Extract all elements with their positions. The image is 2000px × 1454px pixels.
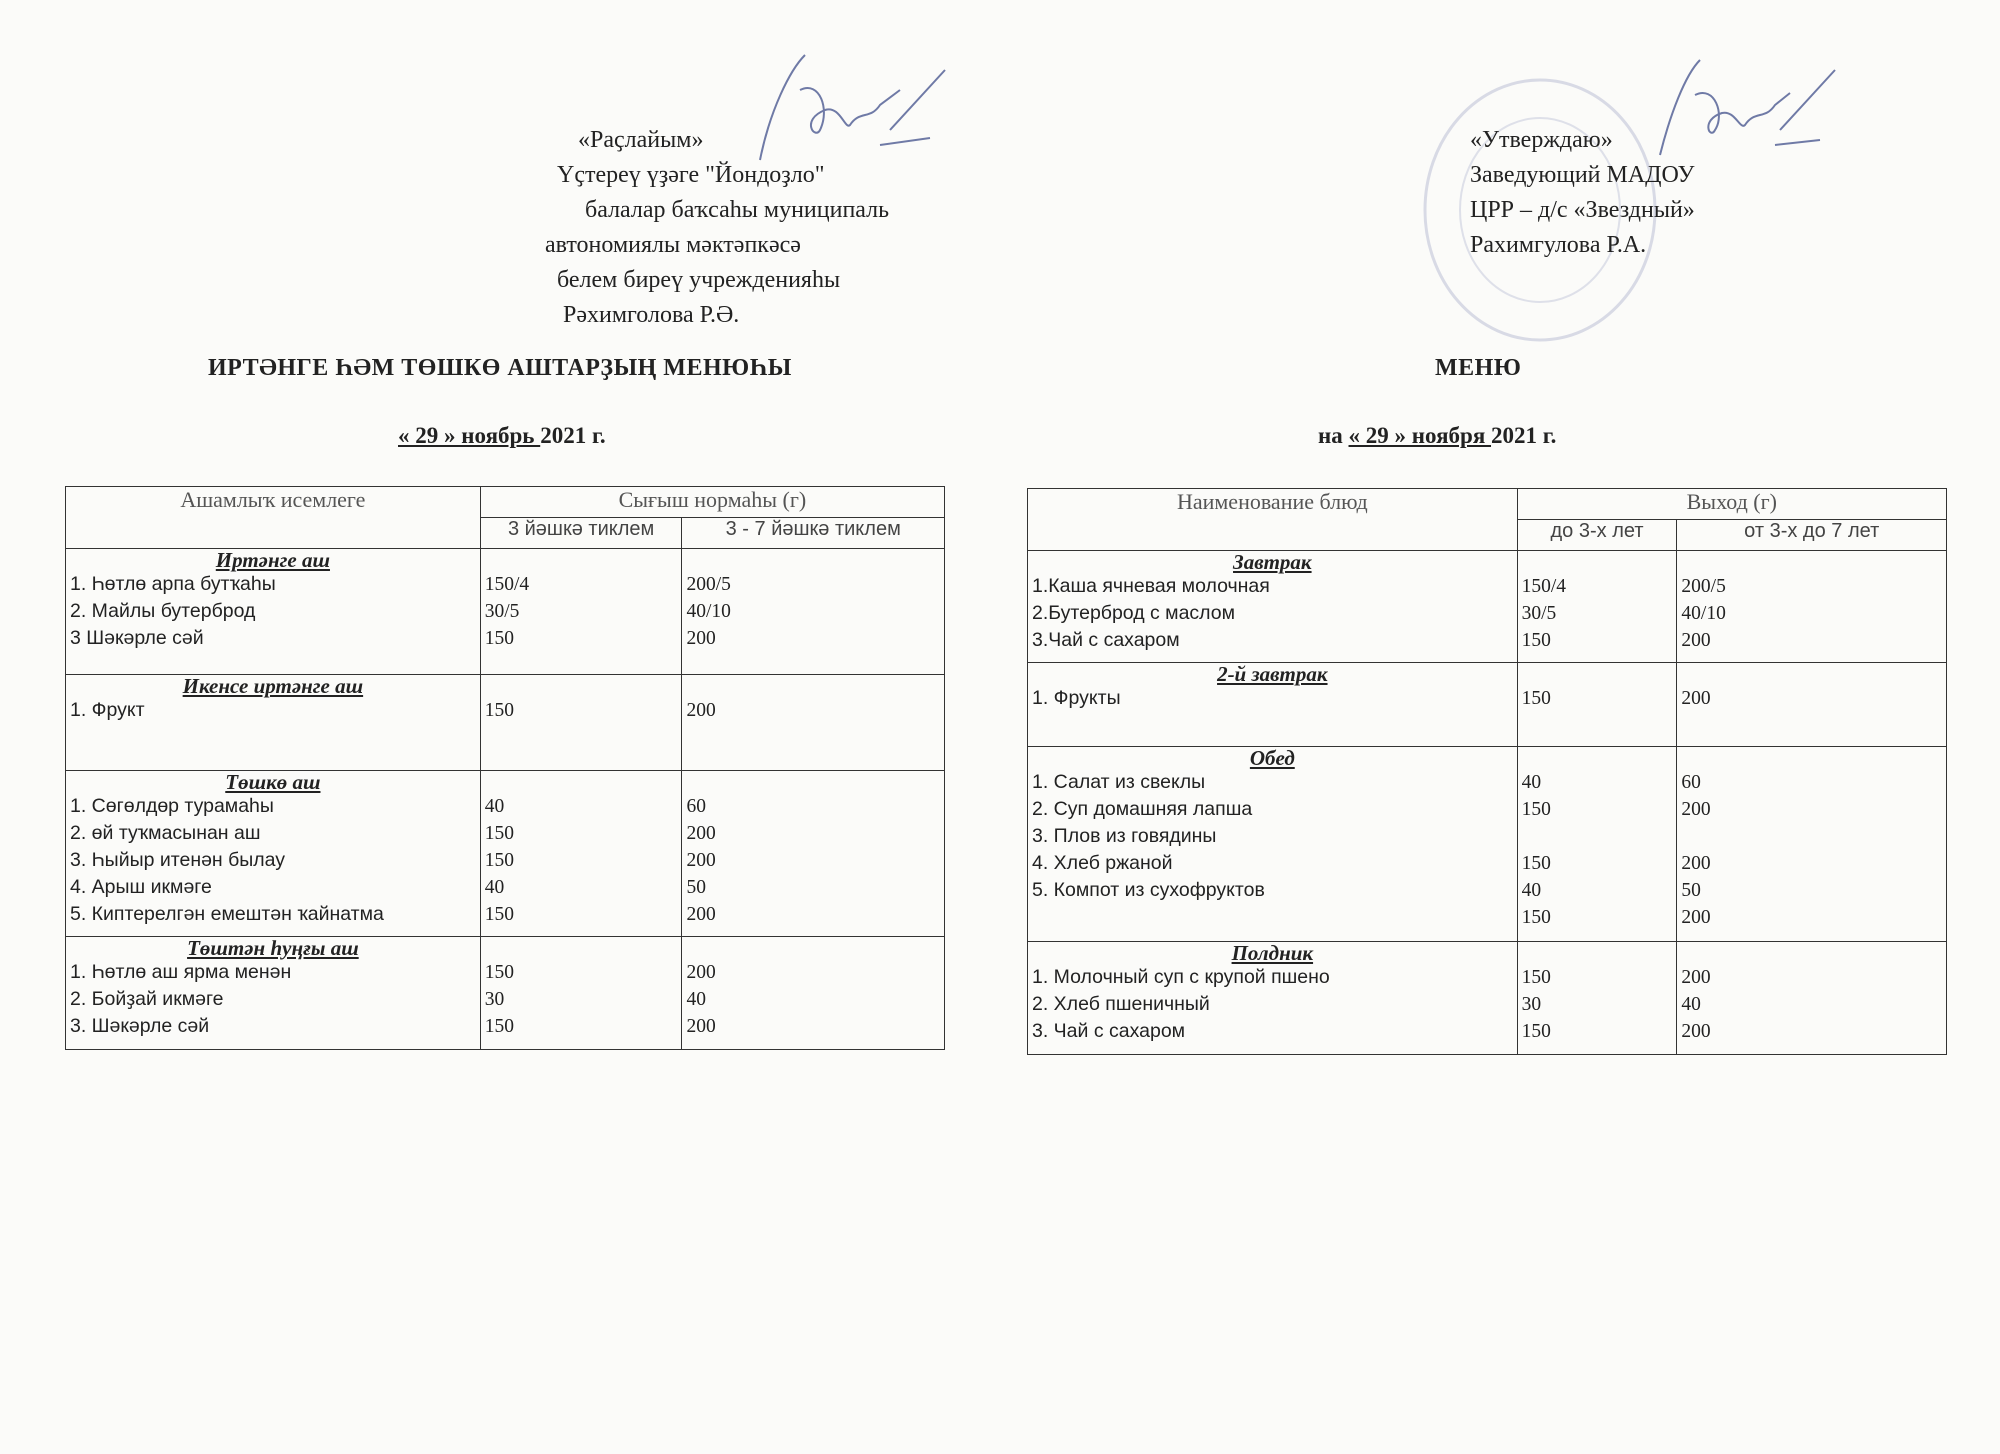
value-cell — [480, 549, 682, 675]
value: 150 — [1521, 907, 1551, 928]
meal-cell — [1028, 747, 1518, 942]
value-cell — [1677, 942, 1947, 1055]
column-header-age1: 3 йәшкә тиклем — [480, 518, 682, 549]
value-cell — [682, 771, 945, 937]
value: 150 — [1521, 799, 1551, 820]
value: 200 — [1681, 967, 1711, 988]
menu-table — [65, 486, 945, 1050]
value: 50 — [686, 877, 706, 898]
value: 40 — [1681, 994, 1701, 1015]
value: 40 — [1521, 772, 1542, 793]
column-header-dish: Наименование блюд — [1028, 489, 1518, 551]
left-menu-panel — [0, 0, 1000, 1100]
value: 40/10 — [1681, 603, 1726, 624]
column-header-age1: до 3-х лет — [1517, 520, 1677, 551]
table-row — [1028, 747, 1947, 942]
value: 40 — [1521, 880, 1542, 901]
table-row — [66, 675, 945, 771]
meal-title: 2-й завтрак — [1217, 662, 1328, 686]
column-header-dish: Ашамлыҡ исемлеге — [66, 487, 481, 549]
value-cell — [480, 675, 682, 771]
date-prefix: на — [1318, 423, 1349, 448]
date-year: 2021 г. — [540, 423, 606, 448]
value: 150 — [1521, 688, 1551, 709]
value: 150 — [484, 904, 515, 925]
dish-item: 2. Бойҙай икмәге — [70, 988, 224, 1010]
approval-block — [545, 123, 975, 333]
approval-line: автономиялы мәктәпкәсә — [545, 232, 801, 258]
value: 150 — [484, 700, 515, 721]
approval-line: Үҫтереү үҙәге "Йондоҙло" — [557, 162, 825, 188]
dish-item: 2. Майлы бутерброд — [70, 600, 256, 622]
value: 150 — [484, 1016, 515, 1037]
dish-item: 5. Компот из сухофруктов — [1032, 879, 1265, 901]
value: 200 — [1681, 907, 1711, 928]
value-cell — [1677, 747, 1947, 942]
value: 150 — [484, 962, 515, 983]
column-header-output: Сығыш нормаһы (г) — [480, 487, 944, 518]
value: 150/4 — [1521, 576, 1567, 597]
value-cell — [1517, 663, 1677, 747]
date-year: 2021 г. — [1491, 423, 1557, 448]
meal-title: Завтрак — [1233, 550, 1312, 574]
approval-line: балалар баҡсаһы муниципаль — [585, 197, 890, 223]
meal-title: Полдник — [1231, 941, 1314, 965]
dish-item: 3. Плов из говядины — [1032, 825, 1217, 847]
value: 150 — [1521, 853, 1551, 874]
value: 40 — [484, 796, 505, 817]
dish-item: 3. Чай с сахаром — [1032, 1020, 1186, 1042]
table-row — [1028, 942, 1947, 1055]
dish-item: 2.Бутерброд с маслом — [1032, 602, 1236, 624]
approval-block — [1470, 123, 1790, 263]
approval-line: «Утверждаю» — [1470, 127, 1613, 153]
meal-title: Икенсе иртәнге аш — [182, 674, 364, 698]
value: 150 — [1521, 630, 1551, 651]
value: 200 — [1681, 688, 1711, 709]
value-cell — [480, 771, 682, 937]
value-cell — [682, 675, 945, 771]
meal-title: Төшкө аш — [225, 770, 321, 794]
value: 200/5 — [1681, 576, 1726, 597]
menu-date — [1318, 423, 1556, 449]
value: 50 — [1681, 880, 1701, 901]
approval-line: белем биреү учрежденияһы — [557, 267, 841, 293]
value: 150 — [484, 850, 515, 871]
approval-line: ЦРР – д/с «Звездный» — [1470, 197, 1695, 223]
dish-item: 1. Фрукт — [70, 699, 145, 721]
approval-line: «Раҫлайым» — [578, 127, 704, 153]
page-title: МЕНЮ — [1435, 355, 1522, 381]
dish-item: 3 Шәкәрле сәй — [70, 627, 204, 649]
dish-item: 5. Киптерелгән емештән ҡайнатма — [70, 903, 384, 925]
value: 200 — [686, 823, 716, 844]
meal-title: Обед — [1249, 746, 1295, 770]
value: 150 — [1521, 1021, 1551, 1042]
dish-item: 2. Суп домашняя лапша — [1032, 798, 1253, 820]
meal-cell — [66, 549, 481, 675]
meal-cell — [66, 937, 481, 1050]
dish-item: 1. Һөтлө арпа бутҡаһы — [70, 573, 276, 595]
value: 200 — [686, 700, 716, 721]
dish-item: 1. Молочный суп с крупой пшено — [1032, 966, 1330, 988]
value: 30/5 — [1521, 603, 1557, 624]
value: 60 — [686, 796, 706, 817]
value: 40/10 — [686, 601, 731, 622]
value: 200 — [1681, 1021, 1711, 1042]
value: 30/5 — [484, 601, 520, 622]
table-row — [1028, 663, 1947, 747]
value: 200 — [1681, 799, 1711, 820]
value-cell — [682, 549, 945, 675]
approval-line: Заведующий МАДОУ — [1470, 162, 1695, 188]
date-day-month: « 29 » ноябрь — [398, 423, 541, 448]
meal-title: Иртәнге аш — [215, 548, 330, 572]
value-cell — [1517, 942, 1677, 1055]
value: 150 — [484, 628, 515, 649]
dish-item: 1. Һөтлө аш ярма менән — [70, 961, 292, 983]
value: 30 — [484, 989, 505, 1010]
dish-item: 3.Чай с сахаром — [1032, 629, 1180, 651]
column-header-age2: 3 - 7 йәшкә тиклем — [682, 518, 945, 549]
value: 40 — [484, 877, 505, 898]
dish-item: 1. Фрукты — [1032, 687, 1121, 709]
value: 200 — [686, 850, 716, 871]
value: 40 — [686, 989, 706, 1010]
value — [1522, 823, 1673, 850]
dish-item: 1.Каша ячневая молочная — [1032, 575, 1270, 597]
dish-item: 3. Шәкәрле сәй — [70, 1015, 210, 1037]
menu-date — [398, 423, 606, 449]
column-header-age2: от 3-х до 7 лет — [1677, 520, 1947, 551]
dish-item: 4. Арыш икмәге — [70, 876, 212, 898]
column-header-output: Выход (г) — [1517, 489, 1946, 520]
dish-item: 3. Һыйыр итенән былау — [70, 849, 286, 871]
value: 200/5 — [686, 574, 731, 595]
value: 30 — [1521, 994, 1542, 1015]
menu-table — [1027, 488, 1947, 1055]
value: 150 — [1521, 967, 1551, 988]
value: 200 — [686, 904, 716, 925]
value: 200 — [1681, 853, 1711, 874]
value: 150/4 — [484, 574, 530, 595]
dish-item: 1. Салат из свеклы — [1032, 771, 1206, 793]
page-title: ИРТӘНГЕ ҺӘМ ТӨШКӨ АШТАРҘЫҢ МЕНЮҺЫ — [208, 355, 792, 381]
meal-cell — [1028, 942, 1518, 1055]
table-row — [66, 549, 945, 675]
meal-title: Төштән һуңғы аш — [187, 936, 359, 960]
table-row — [66, 937, 945, 1050]
meal-cell — [1028, 551, 1518, 663]
approval-line: Рахимгулова Р.А. — [1470, 232, 1647, 258]
value: 150 — [484, 823, 515, 844]
table-row — [66, 771, 945, 937]
dish-item: 1. Сөгөлдөр турамаһы — [70, 795, 274, 817]
value: 200 — [686, 628, 716, 649]
value: 200 — [1681, 630, 1711, 651]
dish-item: 2. өй туҡмасынан аш — [70, 822, 261, 844]
value — [1681, 823, 1942, 850]
meal-cell — [66, 771, 481, 937]
value-cell — [1517, 551, 1677, 663]
value: 200 — [686, 1016, 716, 1037]
value-cell — [1677, 551, 1947, 663]
right-menu-panel — [1000, 0, 2000, 1100]
date-day-month: « 29 » ноября — [1348, 423, 1492, 448]
value: 60 — [1681, 772, 1701, 793]
value-cell — [682, 937, 945, 1050]
dish-item: 4. Хлеб ржаной — [1032, 852, 1173, 874]
meal-cell — [66, 675, 481, 771]
table-row — [1028, 551, 1947, 663]
value-cell — [480, 937, 682, 1050]
approval-line: Рәхимголова Р.Ә. — [563, 302, 740, 328]
meal-cell — [1028, 663, 1518, 747]
value-cell — [1677, 663, 1947, 747]
dish-item: 2. Хлеб пшеничный — [1032, 993, 1210, 1015]
value-cell — [1517, 747, 1677, 942]
value: 200 — [686, 962, 716, 983]
